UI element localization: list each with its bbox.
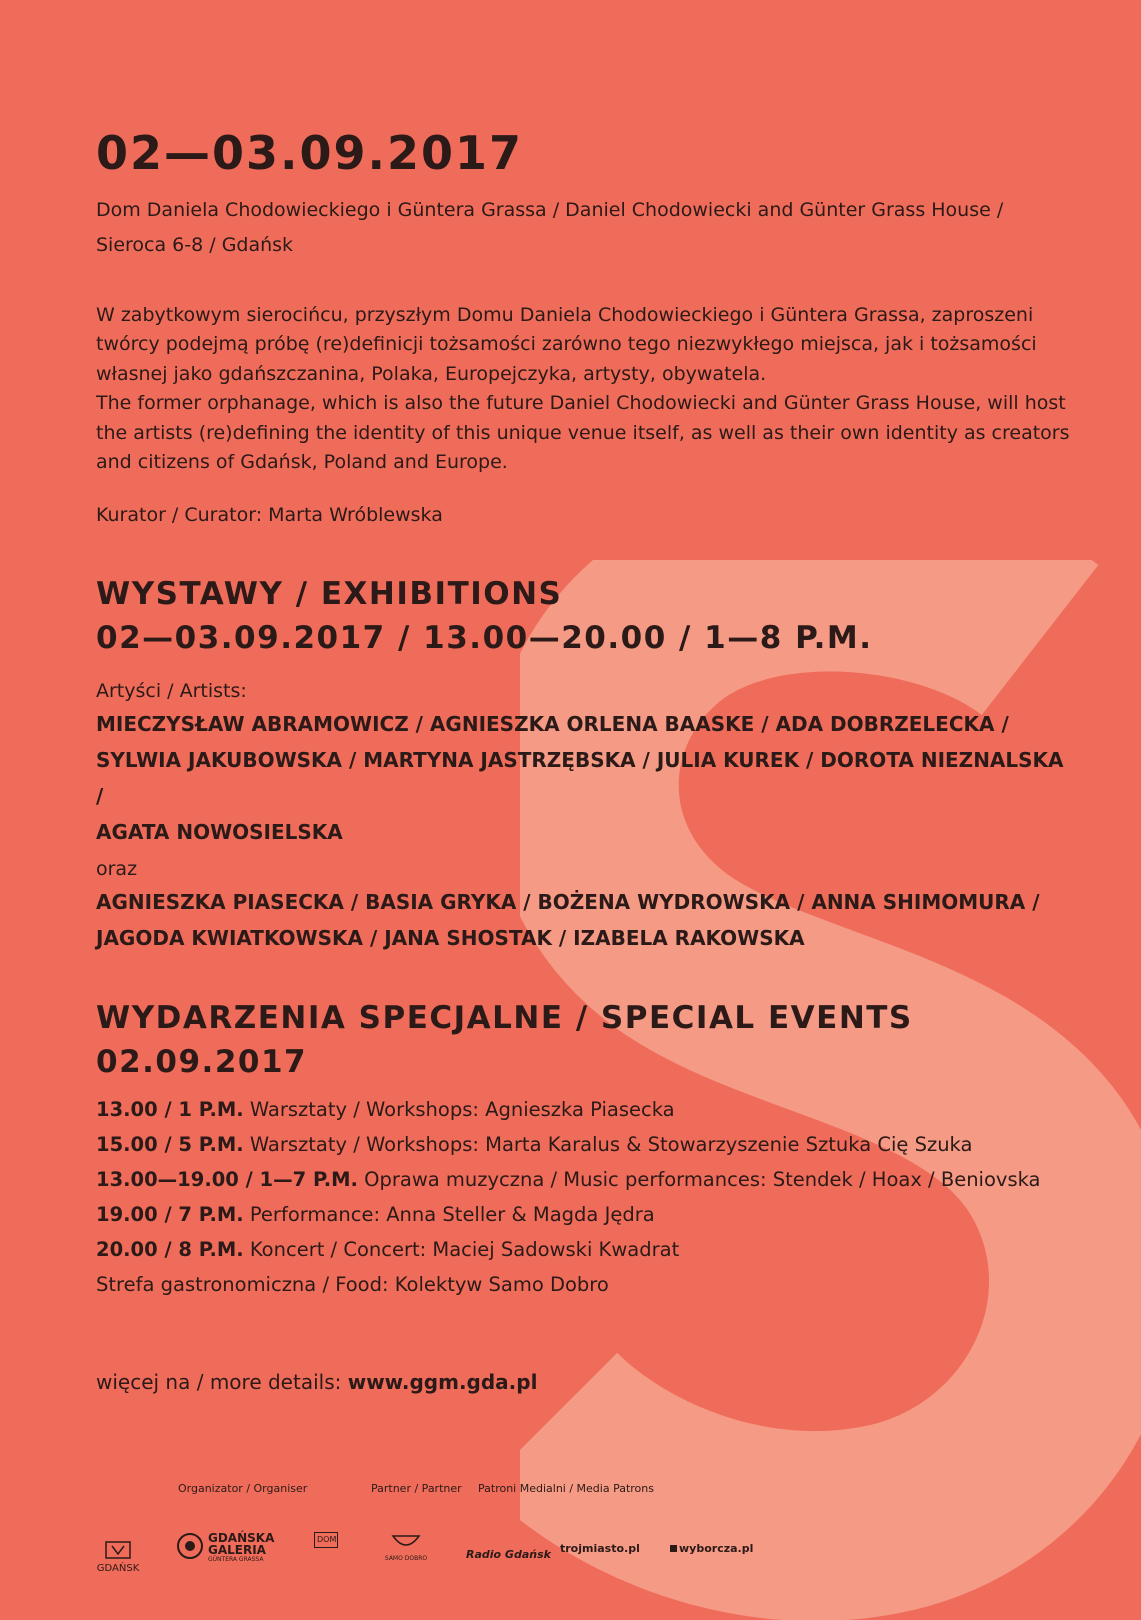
event-time: 20.00 / 8 P.M. <box>96 1237 244 1261</box>
poster-content <box>96 128 1076 1394</box>
list-item <box>96 1092 1076 1127</box>
venue-line-1: Dom Daniela Chodowieckiego i Güntera Grassa / Daniel Chodowiecki and Günter Grass House / <box>96 198 1004 221</box>
event-text: Warsztaty / Workshops: Agnieszka Piasecka <box>243 1097 675 1121</box>
trojmiasto-logo: trojmiasto.pl <box>560 1542 640 1555</box>
curator: Kurator / Curator: Marta Wróblewska <box>96 503 443 526</box>
description-en: The former orphanage, which is also the future Daniel Chodowiecki and Günter Grass House, will host the artists (re)defining the identity of this unique venue itself, as well as their own identity as creators and citizens of Gdańsk, Poland and Europe. <box>96 392 1070 474</box>
event-text: Strefa gastronomiczna / Food: Kolektyw Samo Dobro <box>96 1272 609 1296</box>
dom-logo: DOM <box>314 1532 338 1548</box>
event-time: 13.00 / 1 P.M. <box>96 1097 244 1121</box>
list-item <box>96 1162 1076 1197</box>
special-events-heading: WYDARZENIA SPECJALNE / SPECIAL EVENTS <box>96 999 913 1036</box>
event-text: Warsztaty / Workshops: Marta Karalus & Stowarzyszenie Sztuka Cię Szuka <box>243 1132 973 1156</box>
artists-line: MIECZYSŁAW ABRAMOWICZ / AGNIESZKA ORLENA BAASKE / ADA DOBRZELECKA / <box>96 711 1009 736</box>
radio-gdansk-logo: Radio Gdańsk <box>466 1548 551 1561</box>
ggm-logo: GDAŃSKA GALERIA GÜNTERA GRASSA <box>176 1532 286 1564</box>
exhibitions-dates: 02—03.09.2017 / 13.00—20.00 / 1—8 P.M. <box>96 619 873 656</box>
event-text: Performance: Anna Steller & Magda Jędra <box>243 1202 655 1226</box>
event-time: 13.00—19.00 / 1—7 P.M. <box>96 1167 358 1191</box>
more-details-label: więcej na / more details: <box>96 1369 348 1394</box>
more-details <box>96 1370 1076 1394</box>
gdansk-logo: GDAŃSK <box>96 1540 140 1574</box>
list-item <box>96 1267 1076 1302</box>
wyborcza-logo: wyborcza.pl <box>670 1542 753 1555</box>
ggm-emblem-icon <box>176 1532 204 1560</box>
list-item <box>96 1232 1076 1267</box>
organiser-label: Organizator / Organiser <box>178 1482 308 1495</box>
wyborcza-square-icon <box>670 1545 677 1552</box>
event-time: 15.00 / 5 P.M. <box>96 1132 244 1156</box>
event-time: 19.00 / 7 P.M. <box>96 1202 244 1226</box>
list-item <box>96 1127 1076 1162</box>
partner-label: Partner / Partner <box>371 1482 462 1495</box>
artists-line: AGNIESZKA PIASECKA / BASIA GRYKA / BOŻENA WYDROWSKA / ANNA SHIMOMURA / <box>96 889 1040 914</box>
oraz-label: oraz <box>96 857 138 880</box>
media-patrons-label: Patroni Medialni / Media Patrons <box>478 1482 654 1495</box>
website-link[interactable]: www.ggm.gda.pl <box>347 1369 538 1394</box>
artists-line: AGATA NOWOSIELSKA <box>96 819 343 844</box>
artists-group-1 <box>96 706 1076 850</box>
sponsors-bar <box>96 1472 796 1592</box>
artists-line: JAGODA KWIATKOWSKA / JANA SHOSTAK / IZABELA RAKOWSKA <box>96 925 805 950</box>
samo-dobro-logo: SAMO DOBRO <box>378 1530 434 1562</box>
description <box>96 301 1076 478</box>
gdansk-crest-icon <box>104 1540 132 1560</box>
list-item <box>96 1197 1076 1232</box>
artists-label: Artyści / Artists: <box>96 679 247 702</box>
exhibitions-heading: WYSTAWY / EXHIBITIONS <box>96 575 563 612</box>
event-date-title: 02—03.09.2017 <box>96 126 524 180</box>
event-text: Oprawa muzyczna / Music performances: Stendek / Hoax / Beniovska <box>357 1167 1041 1191</box>
description-pl: W zabytkowym sierocińcu, przyszłym Domu Daniela Chodowieckiego i Güntera Grassa, zaproszeni twórcy podejmą próbę (re)definicji tożsamości zarówno tego niezwykłego miejsca, jak i tożsamości własnej jako gdańszczanina, Polaka, Europejczyka, artysty, obywatela. <box>96 303 1037 385</box>
event-text: Koncert / Concert: Maciej Sadowski Kwadrat <box>243 1237 680 1261</box>
artists-group-2 <box>96 884 1076 956</box>
samo-dobro-bowl-icon <box>391 1530 421 1552</box>
venue-line-2: Sieroca 6-8 / Gdańsk <box>96 233 294 256</box>
special-events-date: 02.09.2017 <box>96 1043 308 1080</box>
artists-line: SYLWIA JAKUBOWSKA / MARTYNA JASTRZĘBSKA / JULIA KUREK / DOROTA NIEZNALSKA / <box>96 747 1064 808</box>
events-list <box>96 1092 1076 1302</box>
